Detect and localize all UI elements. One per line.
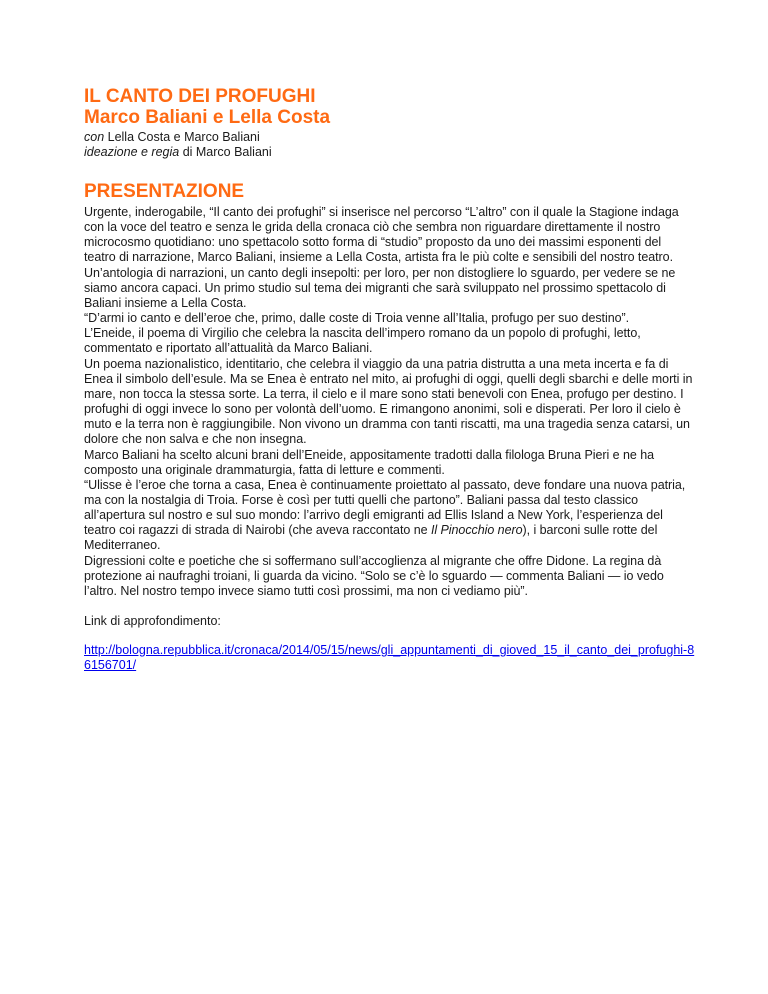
document-page [84, 86, 696, 673]
show-title-line1: IL CANTO DEI PROFUGHI [84, 86, 316, 107]
credits [84, 130, 696, 160]
paragraph: Marco Baliani ha scelto alcuni brani dell’Eneide, appositamente tradotti dalla filologa Bruna Pieri e ne ha composto una originale drammaturgia, fatta di letture e commenti. [84, 447, 654, 477]
paragraph-pinocchio [84, 478, 696, 554]
further-reading-link[interactable]: http://bologna.repubblica.it/cronaca/2014/05/15/news/gli_appuntamenti_di_gioved_15_il_canto_dei_profughi-86156701/ [84, 643, 695, 673]
direction-credit [84, 145, 696, 160]
presentation-body [84, 205, 696, 599]
direction-prefix: ideazione e regia [84, 145, 180, 159]
paragraph: L’Eneide, il poema di Virgilio che celebra la nascita dell’impero romano da un popolo di profughi, letto, commentato e riportato all’attualità da Marco Baliani. [84, 326, 641, 356]
paragraph: Urgente, inderogabile, “Il canto dei profughi” si inserisce nel percorso “L’altro” con il quale la Stagione indaga con la voce del teatro e senza le grida della cronaca ciò che sembra non riguardare direttamente il nostro microcosmo quotidiano: uno spettacolo sotto forma di “studio” proposto da uno dei massimi esponenti del teatro di narrazione, Marco Baliani, insieme a Lella Costa, artista fra le più colte e sensibili del nostro teatro. Un’antologia di narrazioni, un canto degli insepolti: per loro, per non distogliere lo sguardo, per vedere se ne siamo ancora capaci. Un primo studio sul tema dei migranti che sarà sviluppato nel prossimo spettacolo di Baliani insieme a Lella Costa. [84, 205, 679, 310]
paragraph-closing: Digressioni colte e poetiche che si soffermano sull’accoglienza al migrante che offre Didone. La regina dà protezione ai naufraghi troiani, li guarda da vicino. “Solo se c’è lo sguardo — commenta Baliani — io vedo l’altro. Nel nostro tempo invece siamo tutti così prossimi, ma non ci vediamo più”. [84, 553, 664, 598]
show-title-line2: Marco Baliani e Lella Costa [84, 107, 331, 128]
paragraph-pinocchio-before: “Ulisse è l’eroe che torna a casa, Enea è continuamente proiettato al passato, deve fondare una nuova patria, ma con la nostalgia di Troia. Forse è così per tutti quelli che partono”. Baliani passa dal testo classico all’apertura sul nostro e sul suo mondo: l’arrivo degli emigranti ad Ellis Island a New York, l’esperienza del teatro coi ragazzi di strada di Nairobi (che aveva raccontato ne [84, 477, 686, 538]
presentation-heading: PRESENTAZIONE [84, 181, 245, 202]
direction-name: di Marco Baliani [179, 145, 272, 159]
link-label: Link di approfondimento: [84, 614, 221, 629]
pinocchio-title: Il Pinocchio nero [430, 523, 523, 538]
paragraph-pinocchio-after: ), i barconi sulle rotte del Mediterraneo. [84, 523, 658, 553]
show-title [84, 86, 696, 128]
cast-names: Lella Costa e Marco Baliani [104, 130, 260, 144]
paragraph: Un poema nazionalistico, identitario, che celebra il viaggio da una patria distrutta a una meta incerta e fa di Enea il simbolo dell’esule. Ma se Enea è entrato nel mito, ai profughi di oggi, quelli degli sbarchi e delle morti in mare, non tocca la stessa sorte. La terra, il cielo e il mare sono stati benevoli con Enea, profugo per destino. I profughi di oggi invece lo sono per volontà dell’uomo. E rimangono anonimi, soli e disperati. Per loro il cielo è muto e la terra non è raggiungibile. Non vivono un dramma con tanti riscatti, ma una tragedia senza catarsi, un dolore che non salva e che non insegna. [84, 356, 693, 447]
cast-credit [84, 130, 696, 145]
cast-prefix: con [84, 130, 105, 144]
paragraph: “D’armi io canto e dell’eroe che, primo, dalle coste di Troia venne all’Italia, profugo per suo destino”. [84, 311, 630, 326]
